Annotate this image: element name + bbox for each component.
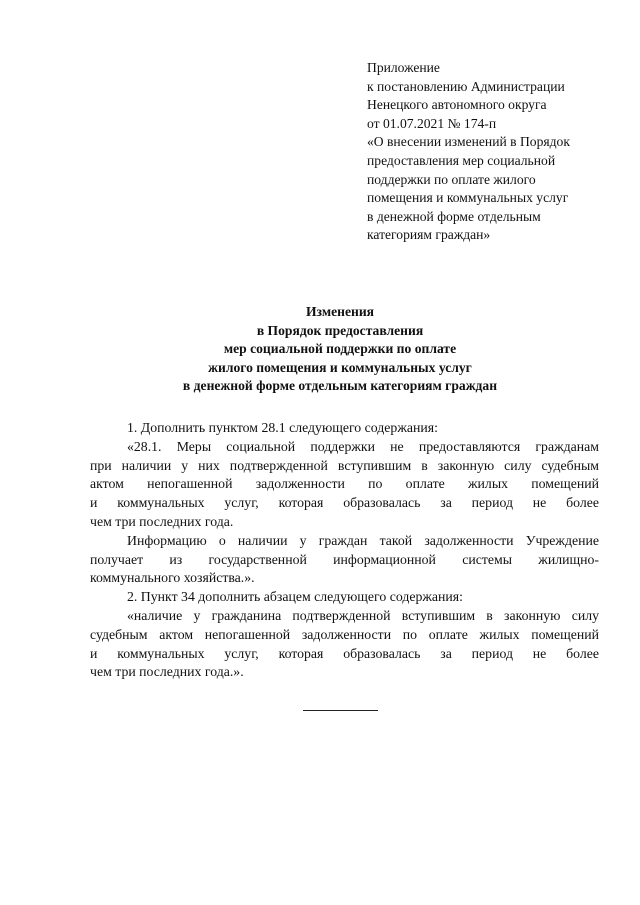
document-body	[90, 419, 599, 682]
title-line: Изменения	[305, 304, 375, 319]
appendix-line: «О внесении изменений в Порядок	[367, 134, 570, 150]
appendix-line: Ненецкого автономного округа	[367, 97, 547, 113]
item-1-quote-line: «28.1. Меры социальной поддержки не предоставляются гражданам	[127, 438, 599, 454]
item-1-quote-line: актом непогашенной задолженности по оплате жилых помещений	[90, 476, 599, 492]
item-1-quote-line: и коммунальных услуг, которая образовалась за период не более	[90, 495, 599, 511]
item-2-quote-line: «наличие у гражданина подтвержденной вступившим в законную силу	[127, 607, 599, 623]
item-1-quote-line: при наличии у них подтвержденной вступившим в законную силу судебным	[90, 457, 599, 473]
appendix-line: категориям граждан»	[367, 227, 491, 243]
appendix-line: в денежной форме отдельным	[367, 208, 541, 224]
item-1-info-line: получает из государственной информационной системы жилищно-	[90, 551, 599, 567]
document-title	[80, 303, 600, 396]
appendix-line: помещения и коммунальных услуг	[367, 190, 569, 206]
item-2-quote-line: чем три последних года.».	[90, 664, 244, 680]
title-line: в денежной форме отдельным категориям граждан	[182, 378, 498, 394]
item-1-info-line: Информацию о наличии у граждан такой задолженности Учреждение	[127, 532, 599, 548]
item-1-intro: 1. Дополнить пунктом 28.1 следующего содержания:	[127, 420, 438, 435]
item-1-quote-line: чем три последних года.	[90, 513, 234, 529]
item-2-quote-line: судебным актом непогашенной задолженности по оплате жилых помещений	[90, 626, 599, 642]
appendix-header	[367, 59, 629, 245]
item-2-quote-line: и коммунальных услуг, которая образовалась за период не более	[90, 645, 599, 661]
title-line: в Порядок предоставления	[256, 322, 424, 338]
appendix-line: Приложение	[367, 60, 440, 75]
appendix-line: от 01.07.2021 № 174-п	[367, 115, 497, 131]
item-2-intro: 2. Пункт 34 дополнить абзацем следующего содержания:	[127, 589, 463, 605]
appendix-line: предоставления мер социальной	[367, 152, 556, 168]
end-separator-line	[303, 710, 378, 711]
title-line: мер социальной поддержки по оплате	[223, 341, 457, 357]
appendix-line: поддержки по оплате жилого	[367, 171, 536, 187]
title-line: жилого помещения и коммунальных услуг	[208, 359, 472, 375]
item-1-info-line: коммунального хозяйства.».	[90, 570, 255, 586]
appendix-line: к постановлению Администрации	[367, 78, 565, 94]
